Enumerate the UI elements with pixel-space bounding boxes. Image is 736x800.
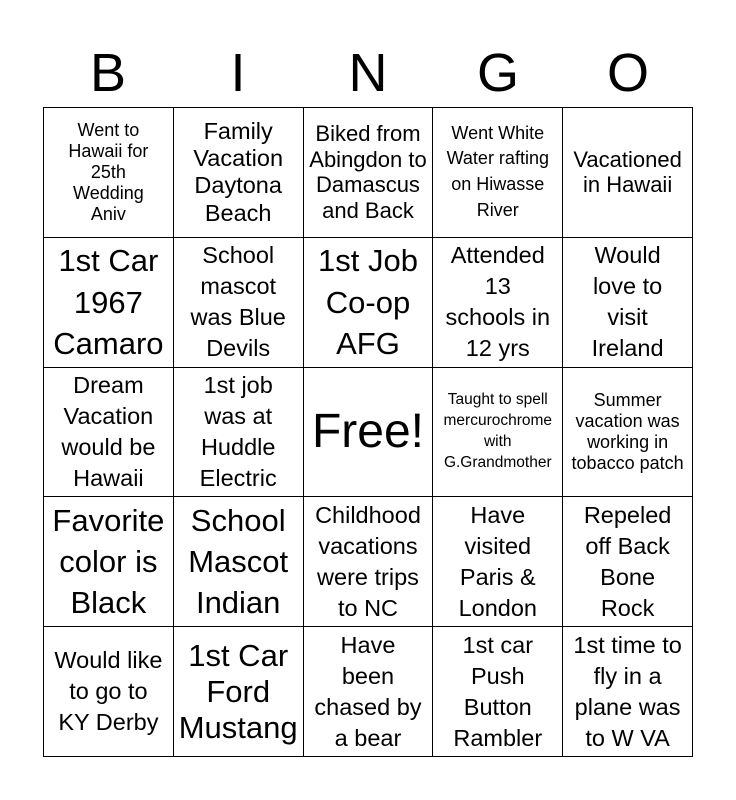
bingo-cell-r5c1[interactable] xyxy=(44,627,174,757)
cell-text: Favorite color is Black xyxy=(52,502,165,621)
bingo-board xyxy=(43,107,693,757)
cell-text: 1st Car 1967 Camaro xyxy=(53,243,164,361)
cell-text: Went to Hawaii for 25th Wedding Aniv xyxy=(68,120,149,224)
cell-text: Have been chased by a bear xyxy=(314,631,422,751)
bingo-cell-r2c4[interactable] xyxy=(433,238,563,368)
free-space-text: Free! xyxy=(311,405,424,459)
cell-text: Childhood vacations were trips to NC xyxy=(315,501,421,621)
cell-text: School mascot was Blue Devils xyxy=(190,242,286,362)
bingo-cell-r3c2[interactable] xyxy=(174,368,304,498)
cell-text: School Mascot Indian xyxy=(188,502,289,621)
bingo-cell-r2c5[interactable] xyxy=(563,238,693,368)
cell-text: 1st job was at Huddle Electric xyxy=(199,371,277,491)
bingo-cell-r1c3[interactable] xyxy=(304,108,434,238)
cell-text: Repeled off Back Bone Rock xyxy=(583,501,672,621)
header-letter-g: G xyxy=(476,43,519,103)
bingo-cell-free[interactable] xyxy=(304,368,434,498)
cell-text: Went White Water rafting on Hiwasse River xyxy=(446,122,549,221)
cell-text: Biked from Abingdon to Damascus and Back xyxy=(309,121,427,223)
bingo-cell-r4c2[interactable] xyxy=(174,497,304,627)
bingo-cell-r1c4[interactable] xyxy=(433,108,563,238)
cell-text: Taught to spell mercurochrome with G.Grandmother xyxy=(443,391,553,471)
cell-text: 1st time to fly in a plane was to W VA xyxy=(573,631,682,751)
bingo-cell-r2c2[interactable] xyxy=(174,238,304,368)
bingo-cell-r3c5[interactable] xyxy=(563,368,693,498)
bingo-cell-r3c4[interactable] xyxy=(433,368,563,498)
cell-text: Would like to go to KY Derby xyxy=(54,647,163,736)
bingo-cell-r2c1[interactable] xyxy=(44,238,174,368)
header-letter-b: B xyxy=(89,43,127,103)
bingo-cell-r4c5[interactable] xyxy=(563,497,693,627)
cell-text: 1st Job Co-op AFG xyxy=(318,243,418,361)
cell-text: Vacationed in Hawaii xyxy=(573,146,682,198)
bingo-cell-r5c3[interactable] xyxy=(304,627,434,757)
header-letter-o: O xyxy=(606,43,649,103)
bingo-cell-r4c3[interactable] xyxy=(304,497,434,627)
cell-text: Have visited Paris & London xyxy=(458,501,537,621)
bingo-cell-r1c2[interactable] xyxy=(174,108,304,238)
bingo-header xyxy=(43,40,693,106)
bingo-cell-r3c1[interactable] xyxy=(44,368,174,498)
bingo-cell-r5c4[interactable] xyxy=(433,627,563,757)
bingo-cell-r4c1[interactable] xyxy=(44,497,174,627)
bingo-cell-r5c5[interactable] xyxy=(563,627,693,757)
cell-text: Attended 13 schools in 12 yrs xyxy=(445,242,551,362)
bingo-cell-r1c1[interactable] xyxy=(44,108,174,238)
cell-text: 1st Car Ford Mustang xyxy=(178,637,298,745)
bingo-cell-r4c4[interactable] xyxy=(433,497,563,627)
cell-text: Would love to visit Ireland xyxy=(591,242,664,362)
cell-text: Summer vacation was working in tobacco patch xyxy=(571,390,684,473)
bingo-cell-r2c3[interactable] xyxy=(304,238,434,368)
bingo-cell-r1c5[interactable] xyxy=(563,108,693,238)
bingo-cell-r5c2[interactable] xyxy=(174,627,304,757)
cell-text: 1st car Push Button Rambler xyxy=(453,631,543,751)
cell-text: Family Vacation Daytona Beach xyxy=(193,117,284,226)
cell-text: Dream Vacation would be Hawaii xyxy=(61,371,156,491)
header-letter-n: N xyxy=(348,43,388,103)
header-letter-i: I xyxy=(230,43,246,103)
